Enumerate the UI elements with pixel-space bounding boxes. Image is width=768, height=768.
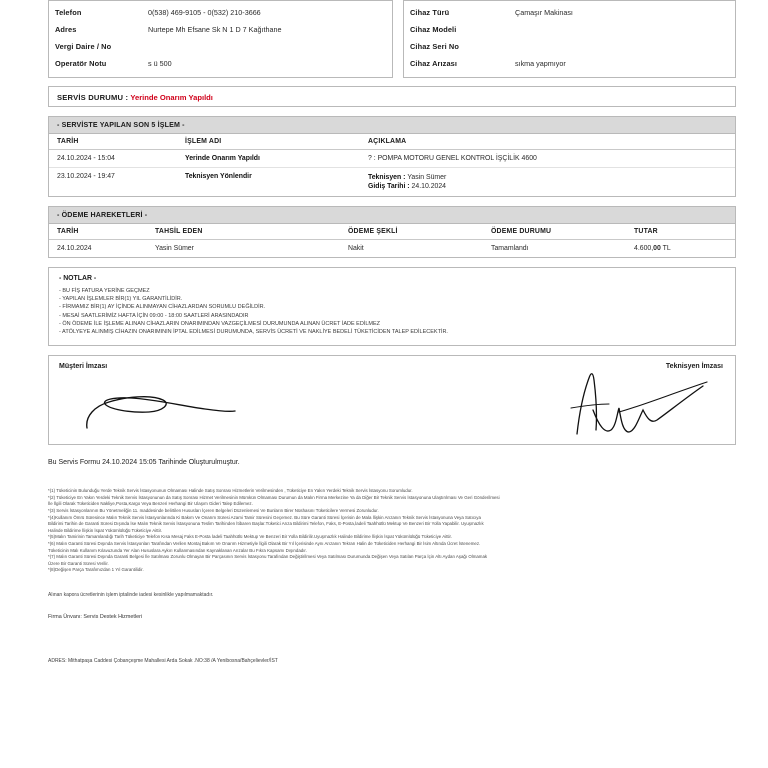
label-telefon: Telefon: [55, 8, 82, 17]
payment-collector: Yasin Sümer: [155, 245, 194, 252]
amount-decimal: 00: [653, 245, 661, 252]
technician-value: Yasin Sümer: [407, 174, 447, 181]
amount-currency: TL: [660, 245, 671, 252]
info-row-adres: [55, 21, 386, 38]
payment-date: 24.10.2024: [57, 245, 92, 252]
payments-col-tutar: TUTAR: [626, 224, 735, 240]
technician-line: [368, 173, 735, 182]
payments-section: [48, 206, 736, 258]
note-line: - YAPILAN İŞLEMLER BİR(1) YIL GARANTİLİDİR.: [59, 296, 183, 303]
payments-table: [49, 224, 735, 257]
payment-status: Tamamlandı: [491, 245, 529, 252]
technician-signature-mark: [563, 364, 713, 443]
company-address: ADRES: Mithatpaşa Caddesi Çobançeşme Mahallesi Arda Sokak .NO:38 /A Yenibosna/Bahçelievler/İST: [48, 657, 278, 664]
operations-section-title: - SERVİSTE YAPILAN SON 5 İŞLEM -: [49, 117, 735, 134]
label-cihaz-modeli: Cihaz Modeli: [410, 25, 457, 34]
legal-paragraph: Üzere Bir Garanti Süresi Verilir.: [48, 560, 109, 566]
payments-col-tahsil-eden: TAHSİL EDEN: [147, 224, 340, 240]
value-cihaz-arizasi: sıkma yapmıyor: [515, 59, 566, 68]
departure-date-label: Gidiş Tarihi :: [368, 183, 412, 190]
operation-date: 23.10.2024 - 19:47: [57, 173, 115, 180]
payments-header-row: [49, 224, 735, 240]
label-cihaz-turu: Cihaz Türü: [410, 8, 450, 17]
note-line: - ÖN ÖDEME İLE İŞLEME ALINAN CİHAZLARIN ONARIMINDAN VAZGEÇİLMESİ DURUMUNDA ALINAN ÜCRET İADE EDİLMEZ: [59, 320, 380, 327]
payments-section-title: - ÖDEME HAREKETLERİ -: [49, 207, 735, 224]
legal-paragraph: Bildirimi Tarihin de Garanti Süresi Dışında İse Malın Teknik Servis İstasyonuna Teslim Tarihinden İtibaren Başlar.Tüketici Arıza Bildirimi Telefon, Faks, E-Posta,İadeli Taahhütlü Mektup Ve Benzeri Bir Yolla Yapabilir. Uyuşmazlık: [48, 521, 484, 527]
info-row-cihaz-turu: [410, 4, 729, 21]
value-operator-notu: s ü 500: [148, 59, 172, 68]
value-adres: Nurtepe Mh Efsane Sk N 1 D 7 Kağıthane: [148, 25, 282, 34]
technician-signature-label: Teknisyen İmzası: [665, 363, 723, 371]
legal-paragraph: *(2) Tüketiciye En Yakın Yerdeki Teknik Servis İstasyonunun da Satış Sonrası Hizmet Verilmesinin Mümkün Olmaması Durumun da Malın Firma Merkezine Ya da Diğer Bir Teknik Servis İstasyonuna Ulaştırılması Ve Geri Gönderilmesi: [48, 494, 500, 500]
info-row-operator-notu: [55, 55, 386, 72]
info-row-vergi-daire: [55, 38, 386, 55]
amount-integer: 4.600,: [634, 245, 654, 252]
service-status-value: Yerinde Onarım Yapıldı: [130, 93, 213, 102]
operation-date: 24.10.2024 - 15:04: [49, 150, 177, 168]
info-row-cihaz-modeli: [410, 21, 729, 38]
legal-paragraph: *(8)Değişen Parça Tarafımızdan 1 Yıl Garantilidir.: [48, 567, 144, 573]
deposit-statement: Alınan kapora ücretlerinin işlem iptalinde iadesi kesinlikle yapılmamaktadır.: [48, 591, 214, 598]
legal-paragraph: İle İlgili Olarak Tüketiciden Nakliye,Posta,Kargo Veya Benzeri Herhangi Bir Ulaşım Gideri Talep Edilemez.: [48, 501, 253, 507]
payments-col-odeme-durumu: ÖDEME DURUMU: [483, 224, 626, 240]
table-row: [49, 240, 735, 258]
payments-col-odeme-sekli: ÖDEME ŞEKLİ: [340, 224, 483, 240]
notes-title: - NOTLAR -: [59, 275, 97, 282]
legal-paragraph: Tüketicinin Malı Kullanım Kılavuzunda Yer Alan Hususlara Aykırı Kullanmasından Kaynaklanan Arızalar Bu Fıkra Kapsamı Dışındadır.: [48, 547, 307, 553]
created-timestamp: Bu Servis Formu 24.10.2024 15:05 Tarihinde Oluşturulmuştur.: [48, 459, 240, 467]
legal-paragraph: *(6) Malın Garanti Süresi Dışında Servis İstasyonları Tarafından Verilen Montaj Bakım Ve Onarım Hizmetiyle İlgili Olarak Bir Yıl İçerisinde Aynı Arızanın Tekrarı Halin de Tüketiciden Herhangi Bir İsim Altında Ücret İstenemez.: [48, 540, 481, 546]
operation-description: [360, 168, 735, 197]
label-operator-notu: Operatör Notu: [55, 59, 107, 68]
operations-col-tarih: TARİH: [49, 134, 177, 150]
info-row-cihaz-seri-no: [410, 38, 729, 55]
customer-info-box: [48, 0, 393, 78]
customer-signature-mark: [79, 376, 249, 439]
operation-name: Yerinde Onarım Yapıldı: [177, 150, 360, 168]
operations-col-aciklama: AÇIKLAMA: [360, 134, 735, 150]
operations-col-islem-adi: İŞLEM ADI: [177, 134, 360, 150]
payment-method: Nakit: [348, 245, 364, 252]
payments-col-tarih: TARİH: [49, 224, 147, 240]
note-line: - FİRMAMIZ BİR(1) AY İÇİNDE ALINMAYAN CİHAZLARDAN SORUMLU DEĞİLDİR.: [59, 304, 266, 311]
legal-paragraph: *(4)Kullanım Ömrü Süresince Malın Teknik Servis İstasyonlarında Ki Bakım Ve Onarım Süresi Azami Tamir Süresini Geçemez. Bu Süre Garanti Süresi İçerisin de Mala İlişkin Arızanın Teknik Servis İstasyonuna Veya Satıcıya: [48, 514, 481, 520]
operation-name: Teknisyen Yönlendir: [185, 173, 252, 180]
departure-date-value: 24.10.2024: [411, 183, 447, 190]
note-line: - BU FİŞ FATURA YERİNE GEÇMEZ: [59, 288, 150, 294]
operation-description: ? : POMPA MOTORU GENEL KONTROL İŞÇİLİK 4600: [360, 150, 735, 168]
notes-section: [48, 267, 736, 346]
customer-signature-label: Müşteri İmzası: [59, 363, 108, 371]
label-vergi-daire: Vergi Daire / No: [55, 42, 112, 51]
label-adres: Adres: [55, 25, 77, 34]
value-cihaz-turu: Çamaşır Makinası: [515, 8, 573, 17]
legal-paragraph: Halinde Bildirime İlişkin İspat Yükümlülüğü Tüketiciye Aittir.: [48, 527, 163, 533]
legal-paragraph: *(1) Tüketicinin Bulunduğu Yerde Teknik Servis İstasyonunun Olmaması Halinde Satış Sonrası Hizmetlerin Verilmesinden , Tüketiciye En Yakın Yerdeki Teknik Servis İstasyonu Sorumludur.: [48, 488, 413, 494]
operations-section: [48, 116, 736, 197]
service-status-label: SERVİS DURUMU :: [57, 93, 129, 102]
note-line: - MESAİ SAATLERİMİZ HAFTA İÇİN 09:00 - 18:00 SAATLERİ ARASINDADIR: [59, 312, 249, 319]
info-row-telefon: [55, 4, 386, 21]
info-row-cihaz-arizasi: [410, 55, 729, 72]
value-telefon: 0(538) 469-9105 - 0(532) 210-3666: [148, 8, 261, 17]
header-info-section: [48, 0, 736, 78]
legal-paragraph: *(5)Malın Tamirinin Tamamlandığı Tarih Tüketiciye Telefon Kısa Mesaj Faks E-Posta İadeli Taahhütlü Mektup Ve Benzeri Bir Yolla Bildirilir.Uyuşmazlık Halinde Bildirime İlişkin İspat Yükümlülüğü Tüketiciye Aittir.: [48, 534, 452, 540]
operations-table: [49, 134, 735, 196]
operations-header-row: [49, 134, 735, 150]
label-cihaz-seri-no: Cihaz Seri No: [410, 42, 459, 51]
signature-section: [48, 355, 736, 445]
company-name: Firma Ünvanı: Servis Destek Hizmetleri: [48, 613, 143, 620]
legal-paragraph: *(3) Servis İstasyonlarının Bu Yönetmeliğin 11. maddesinde belirtilen Hususları İçeren Belgeleri Düzenlemesi Ve Bunların Birer Nüshasını Tüketicilere Vermesi Zorunludur.: [48, 508, 379, 513]
device-info-box: [403, 0, 736, 78]
note-line: - ATÖLYEYE ALINMIŞ CİHAZIN ONARIMININ İPTAL EDİLMESİ DURUMUNDA, SERVİS ÜCRETİ VE NAKLİYE BEDELİ TÜKETİCİDEN TALEP EDİLECEKTİR.: [59, 329, 448, 336]
legal-paragraph: *(7) Malın Garanti Süresi Dışında Garanti Belgesi İle Satılması Zorunlu Olmayan Bir Parçasının Servis İstasyonu Tarafından Değiştirilmesi Veya Satılması Durumunda Değişen Veya Satılan Parça İçin Altı Aydan Aşağı Olmamak: [48, 554, 488, 560]
departure-date-line: [368, 182, 735, 191]
technician-label: Teknisyen :: [368, 174, 408, 181]
service-status-bar: [48, 86, 736, 107]
table-row: [49, 150, 735, 168]
table-row: [49, 168, 735, 197]
label-cihaz-arizasi: Cihaz Arızası: [410, 59, 458, 68]
payment-amount: [626, 240, 735, 258]
legal-fine-print: [48, 488, 736, 574]
